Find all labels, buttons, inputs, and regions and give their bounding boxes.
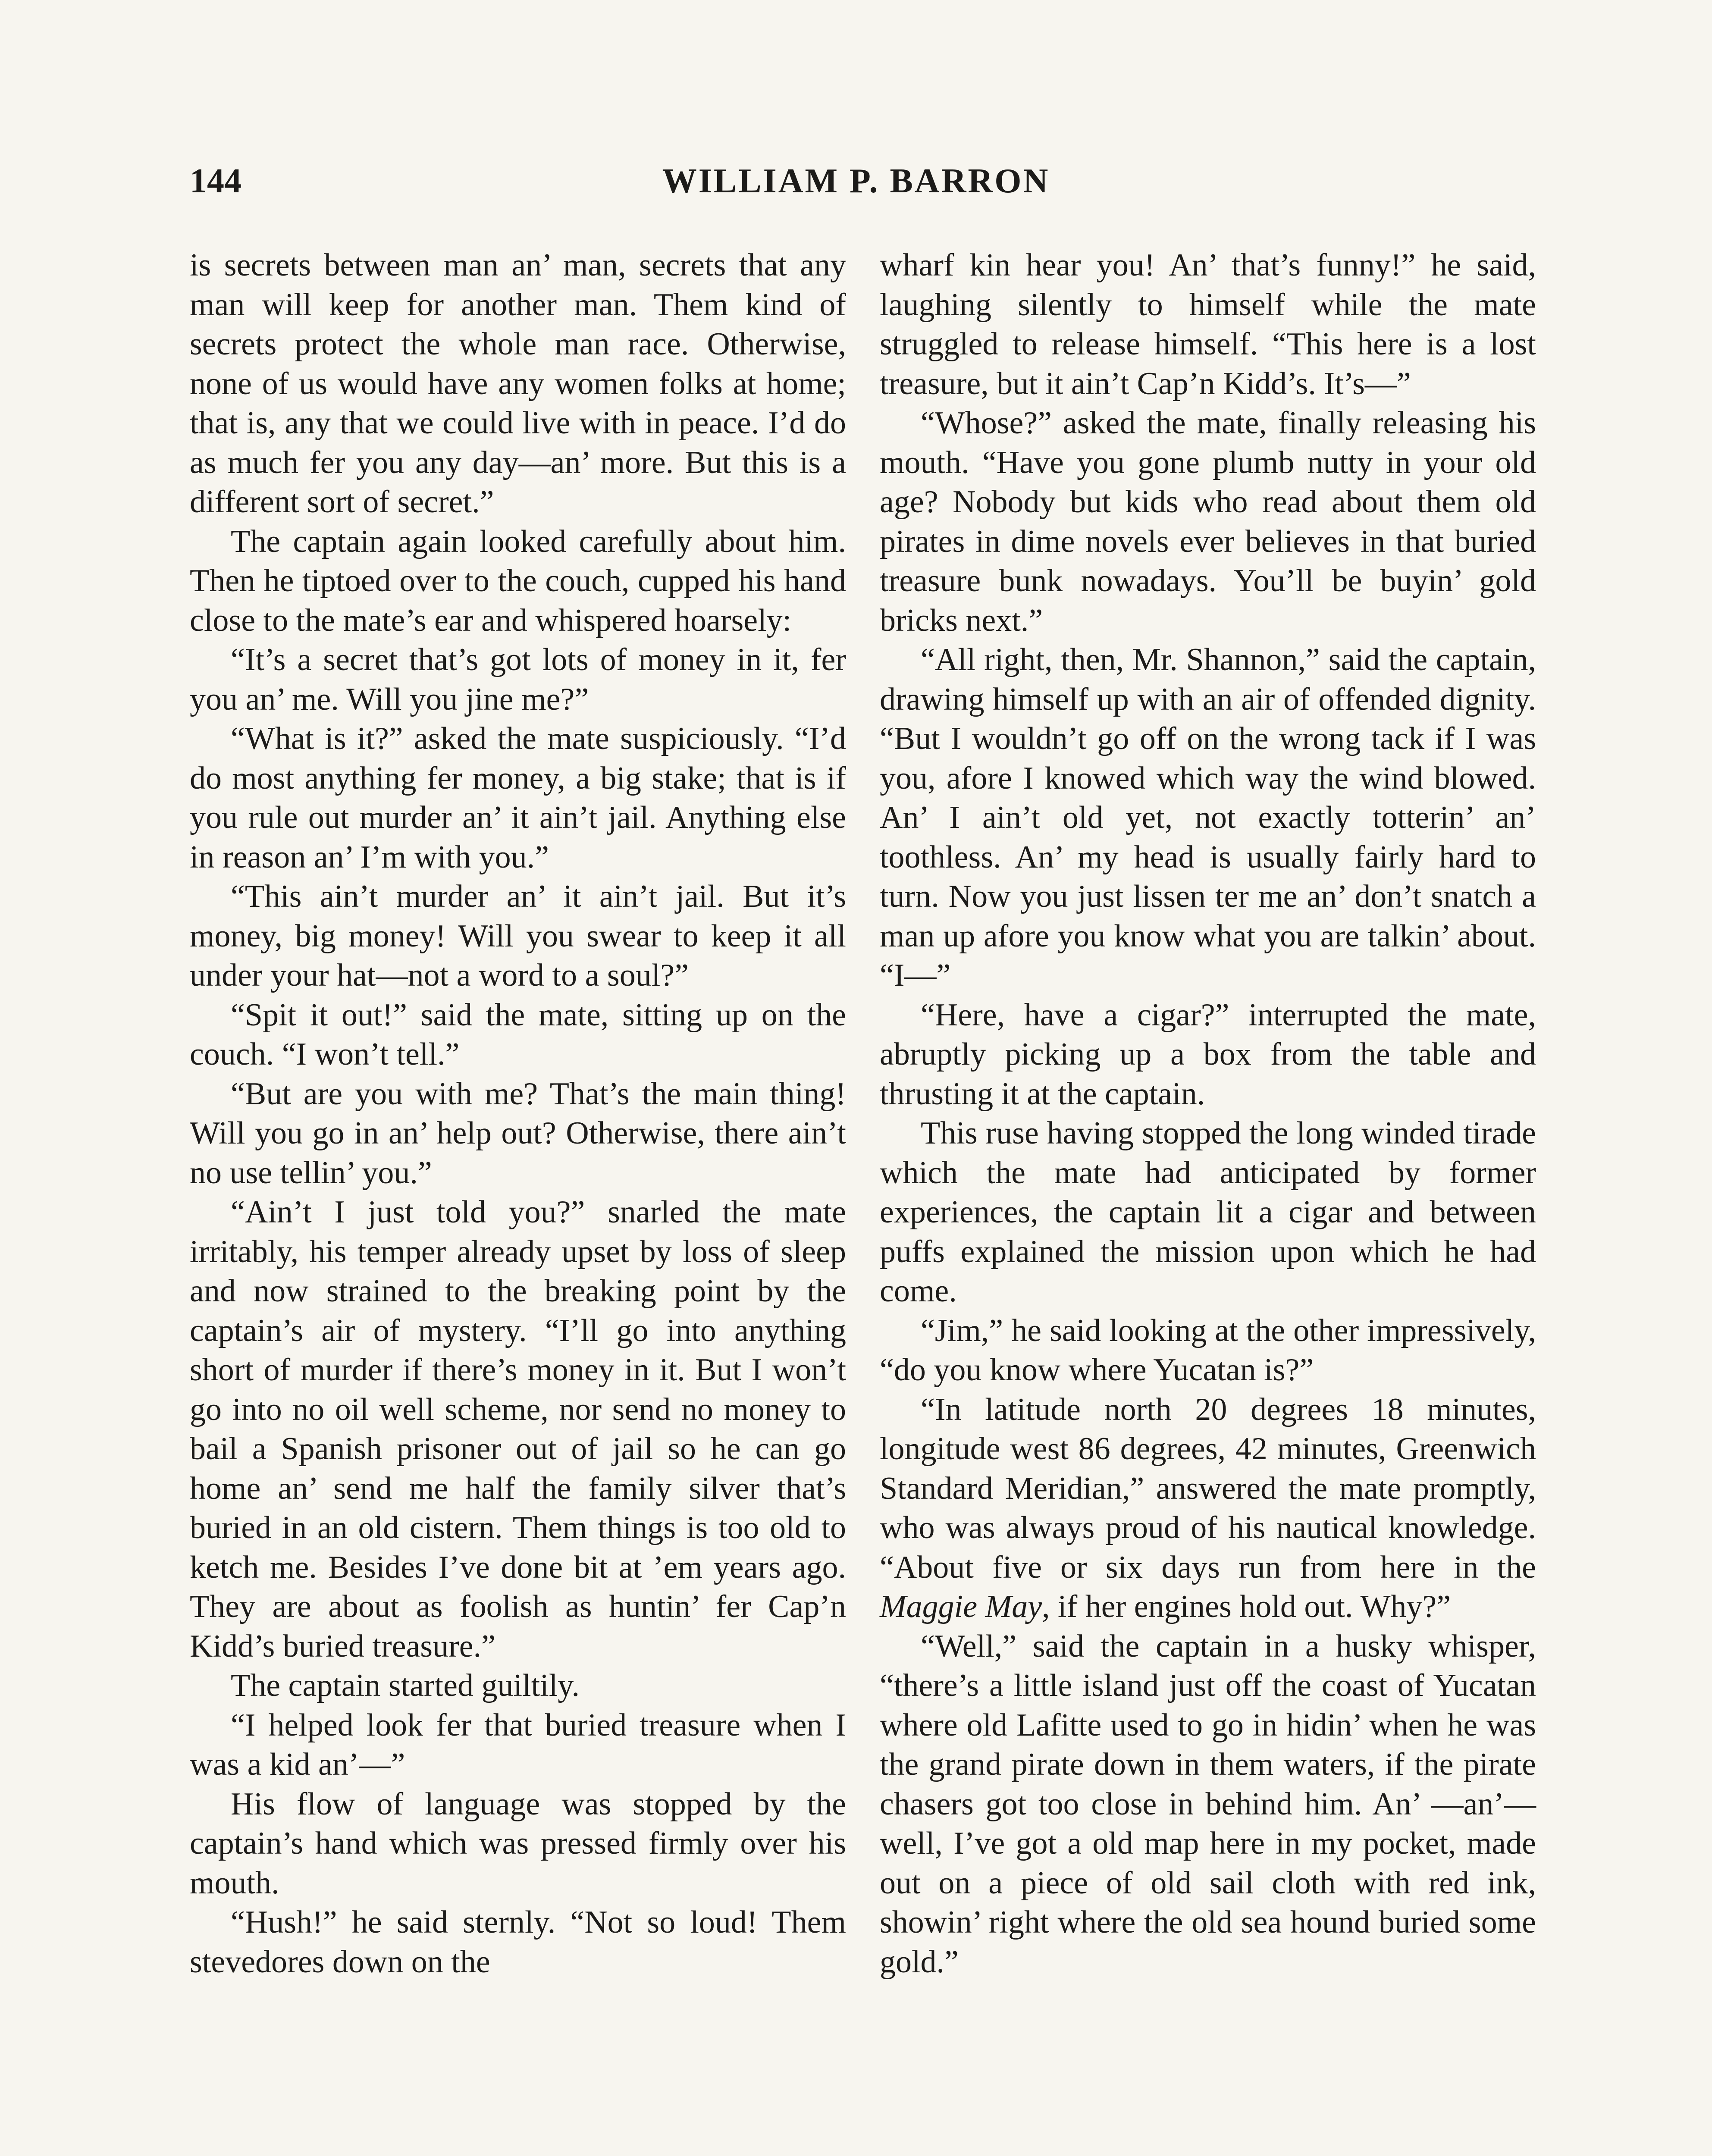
paragraph: “Jim,” he said looking at the other impressively, “do you know where Yucatan is?” [880, 1313, 1536, 1388]
paragraph-text: “In latitude north 20 degrees 18 minutes, longitude west 86 degrees, 42 minutes, Greenwich Standard Meridian,” answered the mate promptly, who was always proud of his nautical knowledge. “About five or six days run from here in the [880, 1391, 1536, 1585]
paragraph: “What is it?” asked the mate suspiciously. “I’d do most anything fer money, a big stake; that is if you rule out murder an’ it ain’t jail. Anything else in reason an’ I’m with you.” [190, 721, 846, 875]
running-head: WILLIAM P. BARRON [662, 162, 1050, 200]
paragraph: “This ain’t murder an’ it ain’t jail. But it’s money, big money! Will you swear to keep it all under your hat—not a word to a soul?” [190, 879, 846, 993]
paragraph: “Whose?” asked the mate, finally releasing his mouth. “Have you gone plumb nutty in your old age? Nobody but kids who read about them old pirates in dime novels ever believes in that buried treasure bunk nowadays. You’ll be buyin’ gold bricks next.” [880, 405, 1536, 638]
paragraph [880, 1390, 1536, 1627]
paragraph: “Here, have a cigar?” interrupted the mate, abruptly picking up a box from the table and thrusting it at the captain. [880, 997, 1536, 1112]
paragraph: The captain again looked carefully about him. Then he tiptoed over to the couch, cupped his hand close to the mate’s ear and whispered hoarsely: [190, 523, 846, 638]
paragraph: “But are you with me? That’s the main thing! Will you go in an’ help out? Otherwise, there ain’t no use tellin’ you.” [190, 1076, 846, 1191]
right-column [880, 246, 1536, 1982]
paragraph: This ruse having stopped the long winded tirade which the mate had anticipated by former experiences, the captain lit a cigar and between puffs explained the mission upon which he had come. [880, 1116, 1536, 1309]
paragraph: “I helped look fer that buried treasure when I was a kid an’—” [190, 1707, 846, 1782]
left-column [190, 246, 846, 1982]
page-header [0, 155, 1712, 207]
paragraph-text: , if her engines hold out. Why?” [1042, 1589, 1451, 1624]
paragraph: “Well,” said the captain in a husky whisper, “there’s a little island just off the coast of Yucatan where old Lafitte used to go in hidin’ when he was the grand pirate down in them waters, if the pirate chasers got too close in behind him. An’ —an’—well, I’ve got a old map here in my pocket, made out on a piece of old sail cloth with red ink, showin’ right where the old sea hound buried some gold.” [880, 1628, 1536, 1980]
paragraph: “Spit it out!” said the mate, sitting up on the couch. “I won’t tell.” [190, 997, 846, 1072]
page-number: 144 [190, 162, 241, 200]
paragraph: wharf kin hear you! An’ that’s funny!” he said, laughing silently to himself while the mate struggled to release himself. “This here is a lost treasure, but it ain’t Cap’n Kidd’s. It’s—” [880, 248, 1536, 401]
ship-name: Maggie May [880, 1589, 1042, 1624]
paragraph: “Ain’t I just told you?” snarled the mate irritably, his temper already upset by loss of sleep and now strained to the breaking point by the captain’s air of mystery. “I’ll go into anything short of murder if there’s money in it. But I won’t go into no oil well scheme, nor send no money to bail a Spanish prisoner out of jail so he can go home an’ send me half the family silver that’s buried in an old cistern. Them things is too old to ketch me. Besides I’ve done bit at ’em years ago. They are about as foolish as huntin’ fer Cap’n Kidd’s buried treasure.” [190, 1194, 846, 1664]
paragraph: The captain started guiltily. [231, 1668, 580, 1703]
paragraph: “It’s a secret that’s got lots of money in it, fer you an’ me. Will you jine me?” [190, 642, 846, 717]
paragraph: “Hush!” he said sternly. “Not so loud! Them stevedores down on the [190, 1905, 846, 1980]
paragraph: is secrets between man an’ man, secrets that any man will keep for another man. Them kind of secrets protect the whole man race. Otherwise, none of us would have any women folks at home; that is, any that we could live with in peace. I’d do as much fer you any day—an’ more. But this is a different sort of secret.” [190, 248, 846, 520]
paragraph: His flow of language was stopped by the captain’s hand which was pressed firmly over his mouth. [190, 1786, 846, 1901]
paragraph: “All right, then, Mr. Shannon,” said the captain, drawing himself up with an air of offended dignity. “But I wouldn’t go off on the wrong tack if I was you, afore I knowed which way the wind blowed. An’ I ain’t old yet, not exactly totterin’ an’ toothless. An’ my head is usually fairly hard to turn. Now you just lissen ter me an’ don’t snatch a man up afore you know what you are talkin’ about. “I—” [880, 642, 1536, 993]
